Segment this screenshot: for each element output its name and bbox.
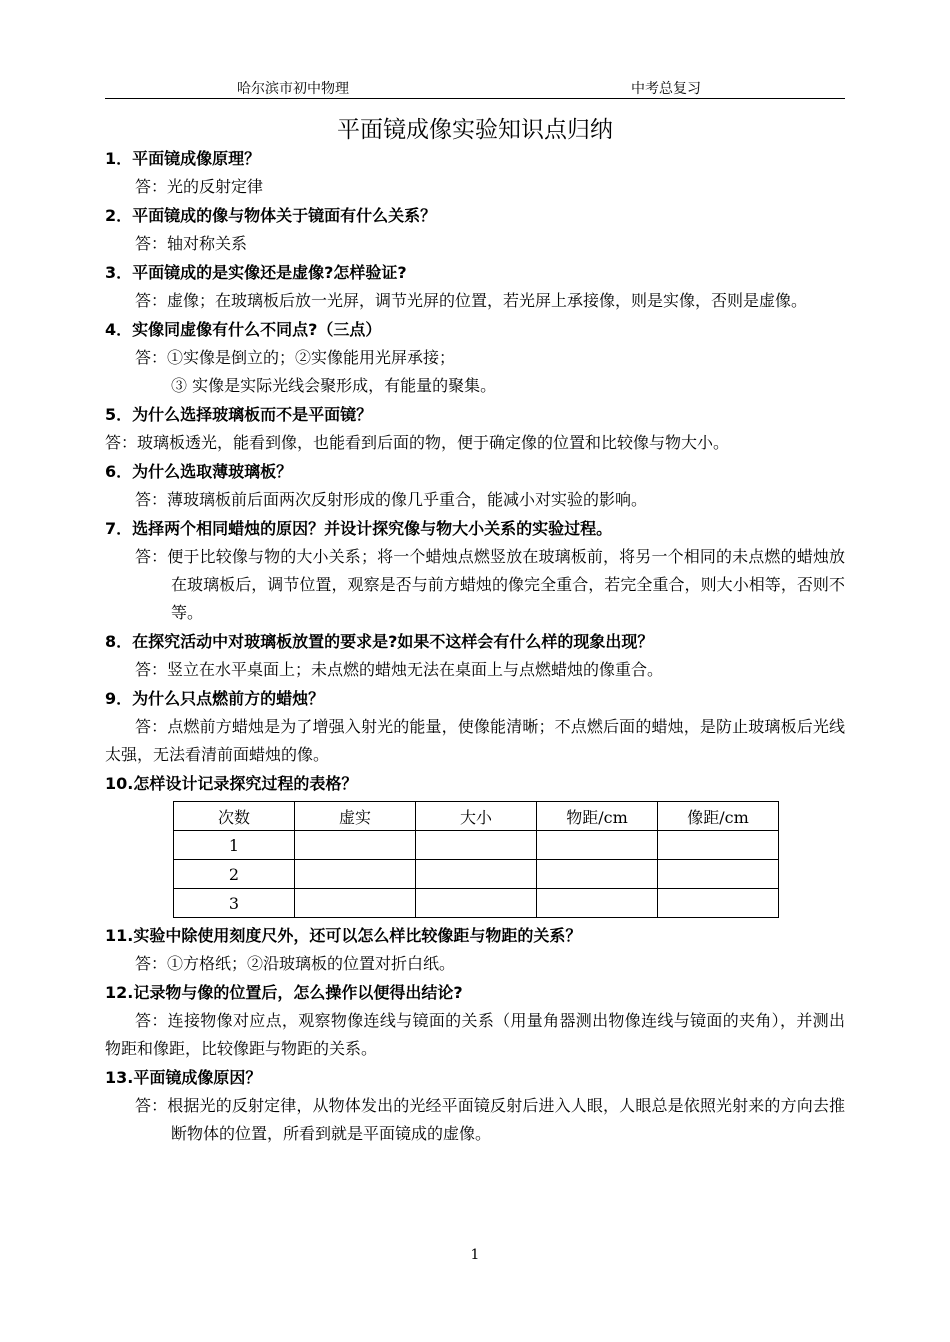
question-7: 7．选择两个相同蜡烛的原因？并设计探究像与物大小关系的实验过程。	[105, 519, 613, 538]
table-row	[174, 889, 779, 918]
record-table	[173, 801, 779, 918]
answer-12: 答：连接物像对应点，观察物像连线与镜面的关系（用量角器测出物像连线与镜面的夹角），并测出物距和像距，比较像距与物距的关系。	[105, 1011, 845, 1058]
answer-2: 答：轴对称关系	[135, 234, 248, 253]
answer-8: 答：竖立在水平桌面上；未点燃的蜡烛无法在桌面上与点燃蜡烛的像重合。	[135, 660, 664, 679]
table-header-cell: 像距/cm	[658, 802, 779, 831]
table-header-cell: 次数	[174, 802, 295, 831]
question-13: 13.平面镜成像原因？	[105, 1068, 262, 1087]
table-cell	[295, 860, 416, 889]
header-right-text: 中考总复习	[631, 81, 701, 97]
answer-4-line-1: 答：①实像是倒立的；②实像能用光屏承接；	[135, 348, 456, 367]
answer-4-line-2: ③ 实像是实际光线会聚形成，有能量的聚集。	[171, 376, 497, 395]
question-12: 12.记录物与像的位置后，怎么操作以便得出结论?	[105, 983, 463, 1002]
table-row	[174, 831, 779, 860]
page-title: 平面镜成像实验知识点归纳	[337, 117, 613, 143]
question-5: 5．为什么选择玻璃板而不是平面镜？	[105, 405, 373, 424]
table-cell: 1	[174, 831, 295, 860]
page-header	[105, 76, 845, 99]
table-cell	[295, 889, 416, 918]
table-cell	[416, 860, 537, 889]
answer-11: 答：①方格纸；②沿玻璃板的位置对折白纸。	[135, 954, 456, 973]
question-8: 8．在探究活动中对玻璃板放置的要求是?如果不这样会有什么样的现象出现？	[105, 632, 654, 651]
table-header-cell: 大小	[416, 802, 537, 831]
table-header-cell: 物距/cm	[537, 802, 658, 831]
table-cell: 2	[174, 860, 295, 889]
question-1: 1．平面镜成像原理？	[105, 149, 261, 168]
question-11: 11.实验中除使用刻度尺外，还可以怎么样比较像距与物距的关系？	[105, 926, 582, 945]
answer-9: 答：点燃前方蜡烛是为了增强入射光的能量，使像能清晰；不点燃后面的蜡烛，是防止玻璃板后光线太强，无法看清前面蜡烛的像。	[105, 717, 845, 764]
table-cell	[537, 831, 658, 860]
page-number: 1	[470, 1247, 480, 1263]
header-left-text: 哈尔滨市初中物理	[237, 81, 349, 97]
question-3: 3．平面镜成的是实像还是虚像?怎样验证?	[105, 263, 407, 282]
answer-6: 答：薄玻璃板前后面两次反射形成的像几乎重合，能减小对实验的影响。	[135, 490, 648, 509]
question-4: 4．实像同虚像有什么不同点?（三点）	[105, 320, 382, 339]
answer-5: 答：玻璃板透光，能看到像，也能看到后面的物，便于确定像的位置和比较像与物大小。	[105, 433, 730, 452]
table-cell	[658, 860, 779, 889]
question-6: 6．为什么选取薄玻璃板？	[105, 462, 293, 481]
table-cell	[416, 889, 537, 918]
table-header-cell: 虚实	[295, 802, 416, 831]
table-cell	[295, 831, 416, 860]
table-cell	[416, 831, 537, 860]
table-cell	[537, 889, 658, 918]
question-2: 2．平面镜成的像与物体关于镜面有什么关系？	[105, 206, 437, 225]
answer-13: 答：根据光的反射定律，从物体发出的光经平面镜反射后进入人眼，人眼总是依照光射来的方向去推断物体的位置，所看到就是平面镜成的虚像。	[135, 1096, 845, 1143]
answer-7: 答：便于比较像与物的大小关系；将一个蜡烛点燃竖放在玻璃板前，将另一个相同的未点燃的蜡烛放在玻璃板后，调节位置，观察是否与前方蜡烛的像完全重合，若完全重合，则大小相等，否则不等。	[135, 547, 845, 622]
table-row	[174, 860, 779, 889]
table-cell: 3	[174, 889, 295, 918]
table-cell	[658, 831, 779, 860]
question-10: 10.怎样设计记录探究过程的表格？	[105, 774, 358, 793]
answer-3: 答：虚像；在玻璃板后放一光屏，调节光屏的位置，若光屏上承接像，则是实像，否则是虚像。	[135, 291, 808, 310]
question-9: 9．为什么只点燃前方的蜡烛？	[105, 689, 325, 708]
content	[105, 144, 845, 1148]
table-cell	[537, 860, 658, 889]
answer-1: 答：光的反射定律	[135, 177, 264, 196]
table-cell	[658, 889, 779, 918]
table-header-row	[174, 802, 779, 831]
